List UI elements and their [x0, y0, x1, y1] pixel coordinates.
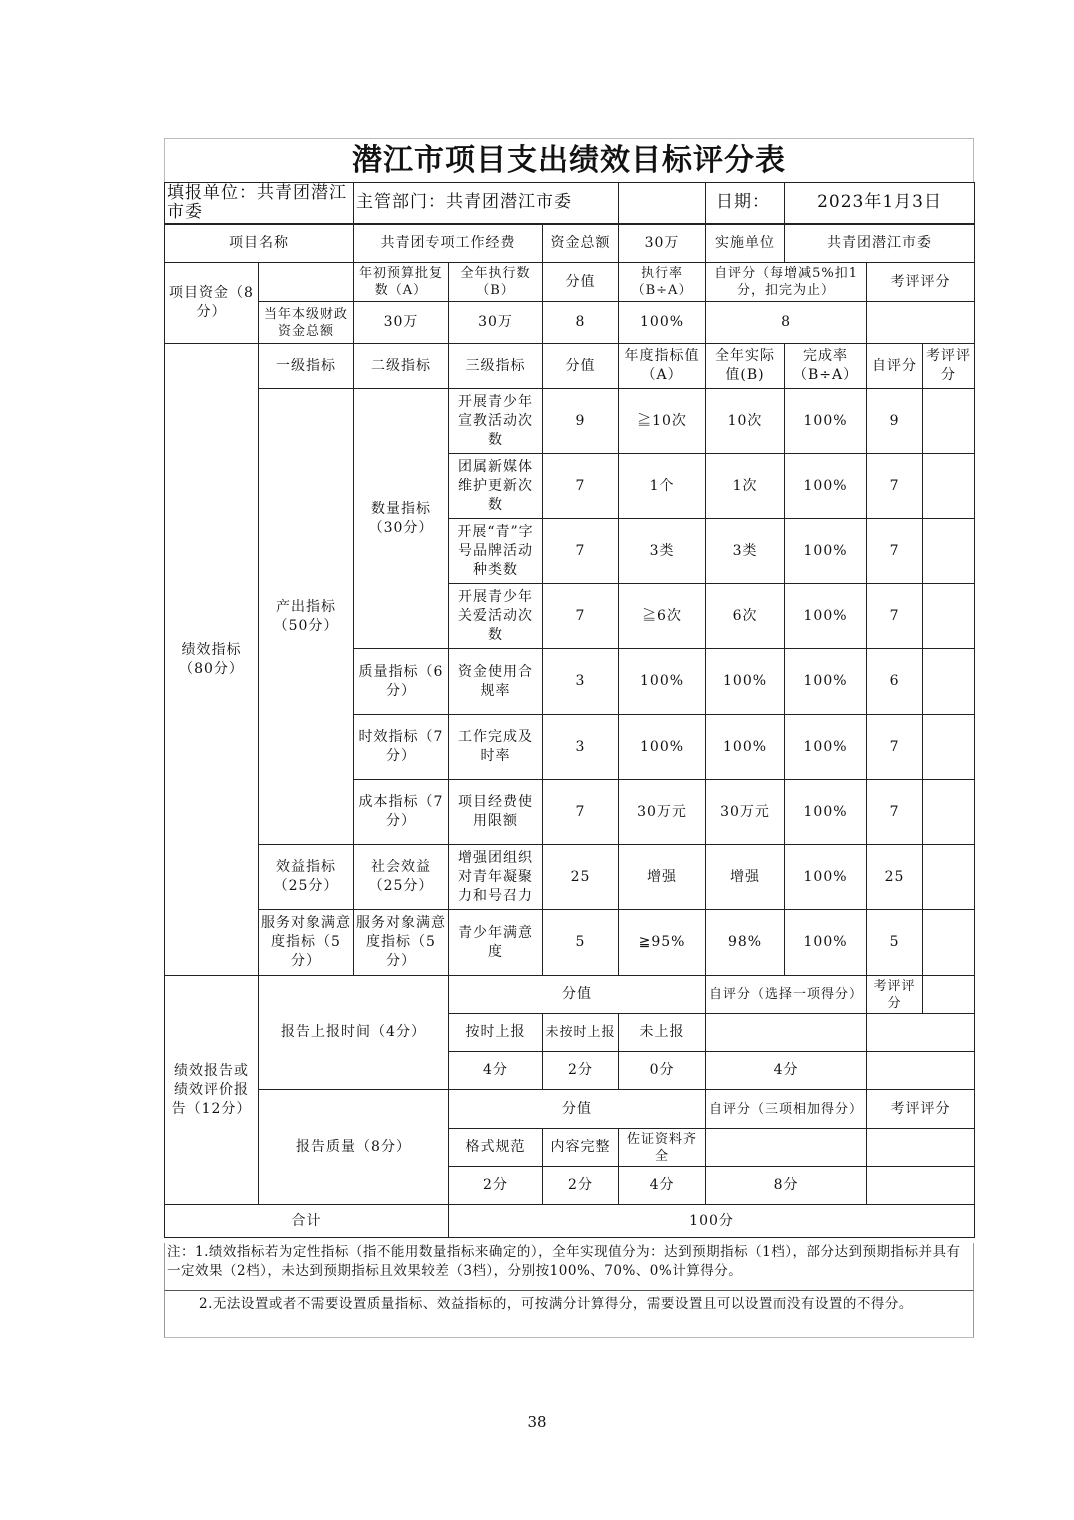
indicator-review: [923, 780, 975, 845]
indicator-target: ≧6次: [619, 584, 706, 649]
funds-budget: 30万: [354, 302, 449, 344]
funds-rate: 100%: [619, 302, 706, 344]
indicator-target: ≧10次: [619, 389, 706, 454]
indicator-name: 开展青少年宣教活动次数: [449, 389, 543, 454]
report-section-label: 绩效报告或绩效评价报告（12分）: [165, 976, 259, 1205]
indicator-review: [923, 584, 975, 649]
impl-unit-label: 实施单位: [706, 224, 785, 263]
indicator-target: ≧95%: [619, 910, 706, 976]
empty-cell: [923, 976, 975, 1014]
quality-value: 4分: [619, 1167, 706, 1205]
quality-option: 佐证资料齐全: [619, 1129, 706, 1167]
perf-header: 年度指标值（A）: [619, 344, 706, 389]
indicator-target: 3类: [619, 519, 706, 584]
indicator-target: 增强: [619, 845, 706, 910]
indicator-target: 1个: [619, 454, 706, 519]
indicator-rate: 100%: [785, 649, 867, 715]
indicator-rate: 100%: [785, 584, 867, 649]
indicator-self: 7: [867, 454, 923, 519]
quality-score-header: 分值: [449, 1090, 706, 1129]
dept-cell: [354, 183, 619, 224]
indicator-score: 25: [543, 845, 619, 910]
quality-option: 格式规范: [449, 1129, 543, 1167]
indicator-target: 100%: [619, 715, 706, 780]
timing-option: 未按时上报: [543, 1014, 619, 1052]
total-label: 合计: [165, 1205, 449, 1238]
indicator-self: 7: [867, 584, 923, 649]
indicator-review: [923, 910, 975, 976]
funds-col-rate: 执行率（B÷A）: [619, 263, 706, 302]
date-value: 2023年1月3日: [785, 183, 975, 224]
quality-option: 内容完整: [543, 1129, 619, 1167]
indicator-actual: 1次: [706, 454, 785, 519]
note-2: [164, 1291, 974, 1338]
indicator-actual: 98%: [706, 910, 785, 976]
quality-self-header: 自评分（三项相加得分）: [706, 1090, 867, 1129]
indicator-score: 7: [543, 454, 619, 519]
indicator-rate: 100%: [785, 519, 867, 584]
timing-option: 按时上报: [449, 1014, 543, 1052]
perf-header: 分值: [543, 344, 619, 389]
indicator-review: [923, 389, 975, 454]
timing-option: 未上报: [619, 1014, 706, 1052]
quality-review-header: 考评评分: [867, 1090, 975, 1129]
perf-header: 自评分: [867, 344, 923, 389]
perf-header: 完成率（B÷A）: [785, 344, 867, 389]
empty-cell: [706, 1014, 867, 1052]
funds-col-score: 分值: [543, 263, 619, 302]
indicator-actual: 增强: [706, 845, 785, 910]
indicator-self: 6: [867, 649, 923, 715]
empty-cell: [706, 1129, 867, 1167]
timing-self: 4分: [706, 1052, 867, 1090]
indicator-score: 7: [543, 584, 619, 649]
indicator-rate: 100%: [785, 910, 867, 976]
indicator-target: 30万元: [619, 780, 706, 845]
note-1: 注：1.绩效指标若为定性指标（指不能用数量指标来确定的），全年实现值分为：达到预期指标（1档），部分达到预期指标并具有一定效果（2档），未达到预期指标且效果较差（3档），分别按100%、70%、0%计算得分。: [164, 1243, 974, 1291]
perf-header: 二级指标: [354, 344, 449, 389]
indicator-name: 青少年满意度: [449, 910, 543, 976]
quality-label: 报告质量（8分）: [259, 1090, 449, 1205]
funds-col-review: 考评评分: [867, 263, 975, 302]
dept-label: 主管部门：: [356, 192, 446, 213]
indicator-self: 5: [867, 910, 923, 976]
l2-satisfaction: 服务对象满意度指标（5分）: [354, 910, 449, 976]
total-value: 100分: [449, 1205, 975, 1238]
perf-header: 考评评分: [923, 344, 975, 389]
funds-col-exec: 全年执行数（B）: [449, 263, 543, 302]
funds-section-label: 项目资金（8分）: [165, 263, 259, 344]
indicator-rate: 100%: [785, 389, 867, 454]
indicator-self: 9: [867, 389, 923, 454]
l1-output: 产出指标（50分）: [259, 389, 354, 845]
unit-value: 共青团潜江市委: [167, 182, 347, 222]
l2-cost: 成本指标（7分）: [354, 780, 449, 845]
empty-cell: [867, 1014, 975, 1052]
indicator-score: 5: [543, 910, 619, 976]
indicator-score: 9: [543, 389, 619, 454]
page-number: 38: [527, 1413, 547, 1431]
score-table: [164, 182, 975, 1238]
perf-header: 全年实际值(B): [706, 344, 785, 389]
empty-cell: [867, 1129, 975, 1167]
funds-score: 8: [543, 302, 619, 344]
empty-cell: [619, 183, 706, 224]
timing-review-header: 考评评分: [867, 976, 923, 1014]
indicator-self: 25: [867, 845, 923, 910]
timing-value: 0分: [619, 1052, 706, 1090]
quality-value: 2分: [543, 1167, 619, 1205]
indicator-name: 开展“青”字号品牌活动种类数: [449, 519, 543, 584]
indicator-actual: 10次: [706, 389, 785, 454]
indicator-rate: 100%: [785, 780, 867, 845]
funds-col-self: 自评分（每增减5%扣1分，扣完为止）: [706, 263, 867, 302]
l2-social: 社会效益（25分）: [354, 845, 449, 910]
perf-header: 三级指标: [449, 344, 543, 389]
quality-value: 2分: [449, 1167, 543, 1205]
dept-value: 共青团潜江市委: [446, 192, 572, 213]
indicator-score: 7: [543, 780, 619, 845]
empty-cell: [867, 1052, 975, 1090]
indicator-rate: 100%: [785, 715, 867, 780]
total-amount-value: 30万: [619, 224, 706, 263]
unit-cell: [165, 183, 354, 224]
funds-review: [867, 302, 975, 344]
note-2-text: 2.无法设置或者不需要设置质量指标、效益指标的，可按满分计算得分，需要设置且可以设置而没有设置的不得分。: [199, 1296, 913, 1312]
indicator-actual: 30万元: [706, 780, 785, 845]
total-amount-label: 资金总额: [543, 224, 619, 263]
timing-score-header: 分值: [449, 976, 706, 1014]
indicator-score: 7: [543, 519, 619, 584]
indicator-self: 7: [867, 519, 923, 584]
indicator-name: 资金使用合规率: [449, 649, 543, 715]
indicator-actual: 100%: [706, 715, 785, 780]
indicator-self: 7: [867, 715, 923, 780]
indicator-score: 3: [543, 715, 619, 780]
indicator-rate: 100%: [785, 454, 867, 519]
funds-col-budget: 年初预算批复数（A）: [354, 263, 449, 302]
funds-row-label: 当年本级财政资金总额: [259, 302, 354, 344]
unit-label: 填报单位：: [167, 182, 257, 203]
indicator-score: 3: [543, 649, 619, 715]
page-title: 潜江市项目支出绩效目标评分表: [164, 138, 974, 182]
funds-self: 8: [706, 302, 867, 344]
impl-unit-value: 共青团潜江市委: [785, 224, 975, 263]
indicator-review: [923, 845, 975, 910]
empty-cell: [259, 263, 354, 302]
indicator-actual: 3类: [706, 519, 785, 584]
timing-value: 2分: [543, 1052, 619, 1090]
indicator-rate: 100%: [785, 845, 867, 910]
indicator-actual: 100%: [706, 649, 785, 715]
quality-self: 8分: [706, 1167, 867, 1205]
indicator-actual: 6次: [706, 584, 785, 649]
indicator-name: 工作完成及时率: [449, 715, 543, 780]
empty-cell: [867, 1167, 975, 1205]
timing-value: 4分: [449, 1052, 543, 1090]
l1-benefit: 效益指标（25分）: [259, 845, 354, 910]
date-label: 日期：: [706, 183, 785, 224]
indicator-review: [923, 715, 975, 780]
indicator-self: 7: [867, 780, 923, 845]
indicator-review: [923, 649, 975, 715]
indicator-name: 开展青少年关爱活动次数: [449, 584, 543, 649]
l2-quantity: 数量指标（30分）: [354, 389, 449, 649]
indicator-review: [923, 454, 975, 519]
indicator-target: 100%: [619, 649, 706, 715]
l2-time: 时效指标（7分）: [354, 715, 449, 780]
timing-label: 报告上报时间（4分）: [259, 976, 449, 1090]
l1-satisfaction: 服务对象满意度指标（5分）: [259, 910, 354, 976]
indicator-review: [923, 519, 975, 584]
perf-header: 一级指标: [259, 344, 354, 389]
funds-exec: 30万: [449, 302, 543, 344]
indicator-name: 项目经费使用限额: [449, 780, 543, 845]
perf-section-label: 绩效指标（80分）: [165, 344, 259, 976]
project-name-value: 共青团专项工作经费: [354, 224, 543, 263]
project-name-label: 项目名称: [165, 224, 354, 263]
indicator-name: 增强团组织对青年凝聚力和号召力: [449, 845, 543, 910]
notes: [164, 1243, 974, 1338]
indicator-name: 团属新媒体维护更新次数: [449, 454, 543, 519]
l2-quality: 质量指标（6分）: [354, 649, 449, 715]
timing-self-header: 自评分（选择一项得分）: [706, 976, 867, 1014]
